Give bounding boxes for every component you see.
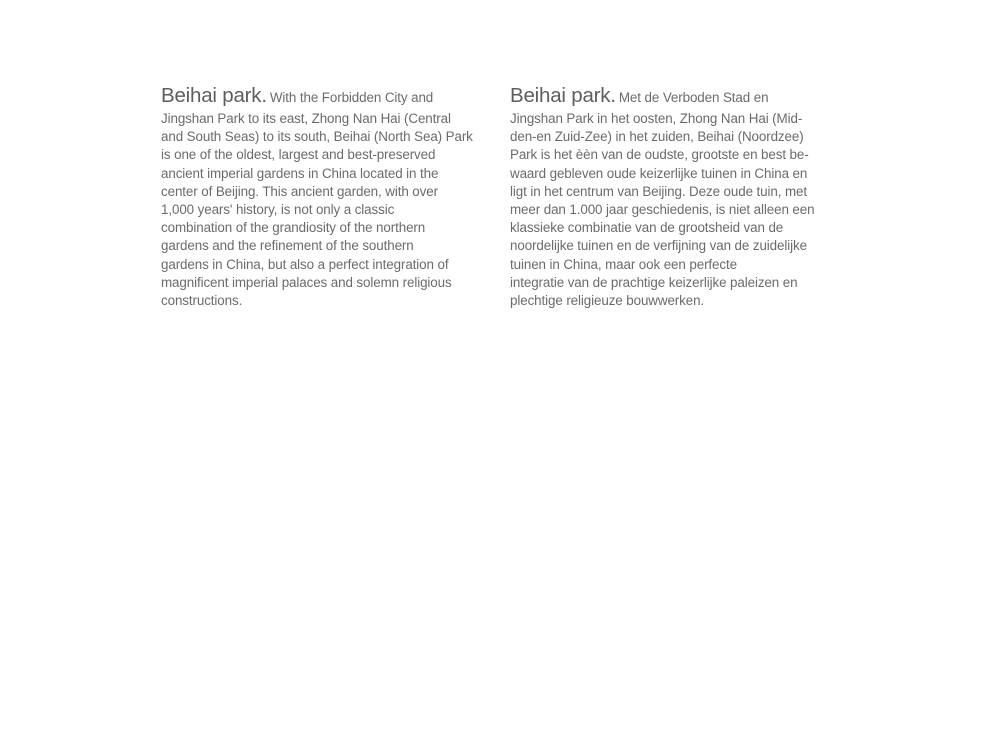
dutch-text-line: klassieke combinatie van de grootsheid van de <box>510 220 784 236</box>
english-text-line: and South Seas) to its south, Beihai (North Sea) Park <box>161 129 473 145</box>
dutch-text-line: meer dan 1.000 jaar geschiedenis, is niet alleen een <box>510 202 815 218</box>
english-paragraph <box>161 84 491 310</box>
english-text-line: center of Beijing. This ancient garden, with over <box>161 183 438 199</box>
english-text-line: magnificent imperial palaces and solemn religious <box>161 274 452 290</box>
english-text-line: Jingshan Park to its east, Zhong Nan Hai (Central <box>161 111 451 126</box>
dutch-text-line: noordelijke tuinen en de verfijning van de zuidelijke <box>510 238 807 254</box>
dutch-text-line: tuinen in China, maar ook een perfecte <box>510 256 737 272</box>
dutch-text-line: plechtige religieuze bouwwerken. <box>510 293 705 309</box>
english-text-line: gardens and the refinement of the southern <box>161 238 414 254</box>
english-text-line: 1,000 years' history, is not only a classic <box>161 202 395 218</box>
dutch-text-line: Jingshan Park in het oosten, Zhong Nan Hai (Mid- <box>510 111 803 126</box>
english-text-line: constructions. <box>161 293 243 309</box>
dutch-text-line: integratie van de prachtige keizerlijke paleizen en <box>510 274 798 290</box>
dutch-text-line: Met de Verboden Stad en <box>618 90 769 105</box>
dutch-heading: Beihai park. <box>510 84 616 107</box>
dutch-first-line <box>510 84 840 110</box>
english-text-line: gardens in China, but also a perfect integration of <box>161 256 449 272</box>
dutch-text-line: ligt in het centrum van Beijing. Deze oude tuin, met <box>510 183 807 199</box>
english-text-line: With the Forbidden City and <box>269 90 434 105</box>
dutch-paragraph <box>510 84 840 310</box>
english-text-line: is one of the oldest, largest and best-preserved <box>161 147 436 163</box>
english-text-line: combination of the grandiosity of the northern <box>161 220 426 236</box>
english-first-line <box>161 84 491 110</box>
dutch-text-line: Park is het èèn van de oudste, grootste en best be- <box>510 147 809 163</box>
dutch-text-line: den-en Zuid-Zee) in het zuiden, Beihai (Noordzee) <box>510 129 804 145</box>
english-text-line: ancient imperial gardens in China located in the <box>161 165 439 181</box>
english-heading: Beihai park. <box>161 84 267 107</box>
dutch-text-line: waard gebleven oude keizerlijke tuinen in China en <box>510 165 808 181</box>
